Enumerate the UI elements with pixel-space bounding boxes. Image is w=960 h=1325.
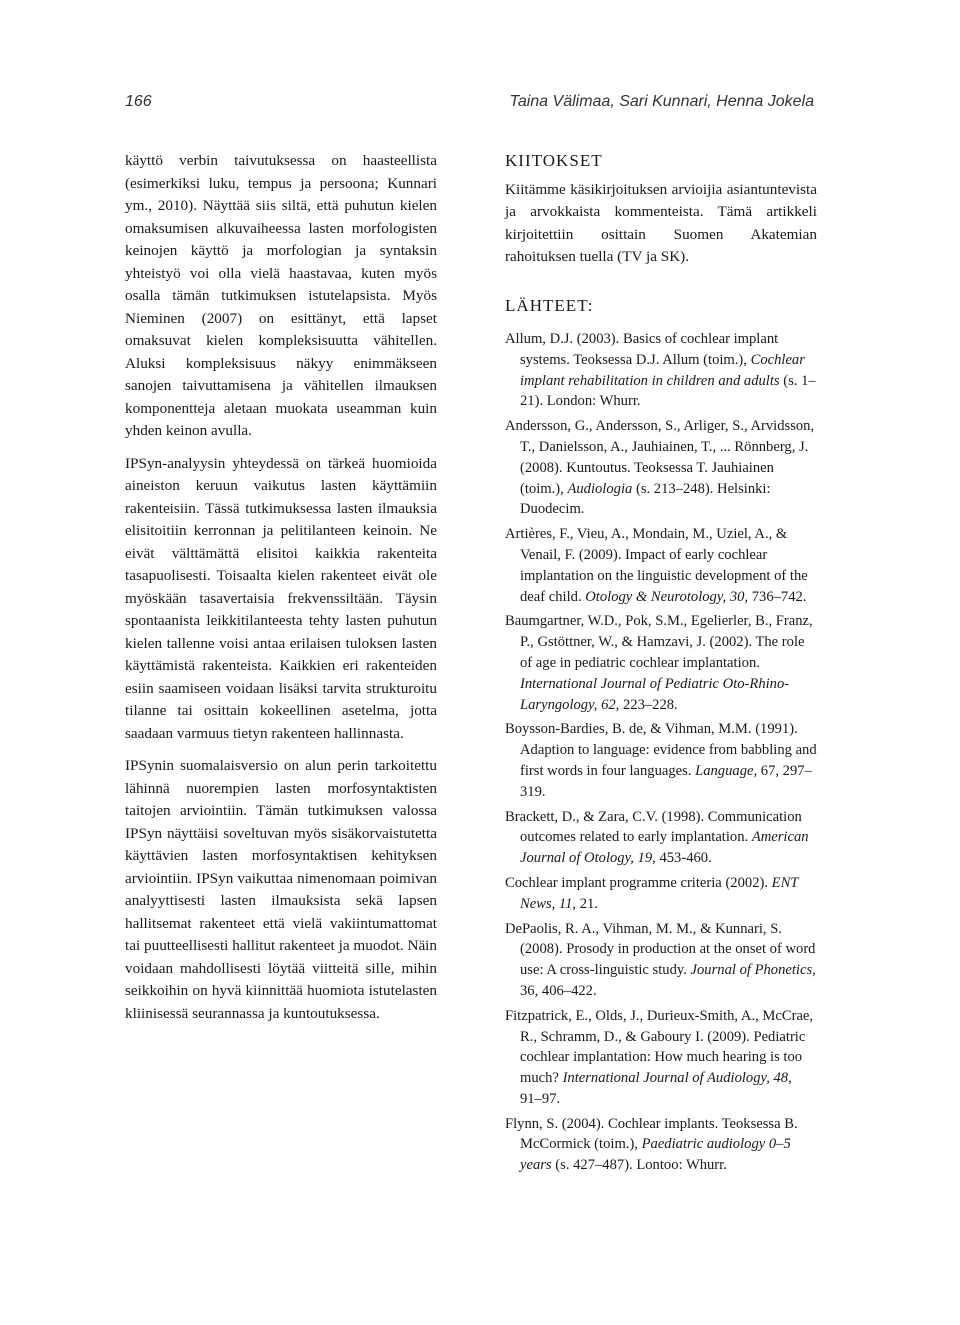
reference-item: DePaolis, R. A., Vihman, M. M., & Kunnari, S. (2008). Prosody in production at the onset of word use: A cross-linguistic study. Journal of Phonetics, 36, 406–422. (505, 920, 816, 999)
body-paragraph: käyttö verbin taivutuksessa on haasteellista (esimerkiksi luku, tempus ja persoona; Kunnari ym., 2010). Näyttää siis siltä, että puhutun kielen omaksumisen alkuvaiheessa lasten morfologisten keinojen käyttö ja morfologian ja syntaksin yhteistyö voi olla vielä haastavaa, kuten myös osalla tämän tutkimuksen istutelapsista. Myös Nieminen (2007) on esittänyt, että lapset omaksuvat kielen kompleksisuutta vähitellen. Aluksi kompleksisuus näkyy enimmäkseen sanojen taivuttamisena ja vähitellen ilmauksen komponentteja aletaan muokata useamman kuin yhden keinon avulla. (125, 152, 437, 439)
reference-item: Fitzpatrick, E., Olds, J., Durieux-Smith, A., McCrae, R., Schramm, D., & Gaboury I. (2009). Pediatric cochlear implantation: How much hearing is too much? International Journal of Audiology, 48, 91–97. (505, 1007, 814, 1107)
body-paragraph: IPSynin suomalaisversio on alun perin tarkoitettu lähinnä nuorempien lasten morfosyntaktisten taitojen arviointiin. Tämän tutkimuksen valossa IPSyn näyttäisi soveltuvan myös sisäkorvaistutetta käyttävien lasten morfosyntaktisen kehityksen arviointiin. IPSyn vaikuttaa nimenomaan poimivan analyyttisesti lasten ilmauksista sekä lapsen hallitsemat rakenteet että vielä vakiintumattomat tai puutteellisesti hallitut rakenteet ja muodot. Näin voidaan mahdollisesti löytää viitteitä sille, mihin seikkoihin on hyvä kiinnittää huomiota istutelasten kliinisessä seurannassa ja kuntoutuksessa. (125, 757, 437, 1022)
reference-list (505, 329, 817, 1176)
reference-item: Cochlear implant programme criteria (2002). ENT News, 11, 21. (505, 874, 799, 912)
references-title: LÄHTEET: (505, 295, 594, 315)
reference-item: Brackett, D., & Zara, C.V. (1998). Communication outcomes related to early implantation. American Journal of Otology, 19, 453-460. (505, 808, 809, 867)
right-column (505, 150, 817, 1180)
reference-item: Baumgartner, W.D., Pok, S.M., Egelierler, B., Franz, P., Gstöttner, W., & Hamzavi, J. (2002). The role of age in pediatric cochlear implantation. International Journal of Pediatric Oto-Rhino-Laryngology, 62, 223–228. (505, 613, 813, 713)
reference-item: Andersson, G., Andersson, S., Arliger, S., Arvidsson, T., Danielsson, A., Jauhiainen, T., ... Rönnberg, J. (2008). Kuntoutus. Teoksessa T. Jauhiainen (toim.), Audiologia (s. 213–248). Helsinki: Duodecim. (505, 418, 815, 518)
reference-item: Flynn, S. (2004). Cochlear implants. Teoksessa B. McCormick (toim.), Paediatric audiology 0–5 years (s. 427–487). Lontoo: Whurr. (505, 1115, 798, 1174)
acknowledgements-text: Kiitämme käsikirjoituksen arvioijia asiantuntevista ja arvokkaista kommenteista. Tämä artikkeli kirjoitettiin osittain Suomen Akatemian rahoituksen tuella (TV ja SK). (505, 180, 817, 265)
running-header-authors: Taina Välimaa, Sari Kunnari, Henna Jokela (509, 93, 814, 110)
body-paragraph: IPSyn-analyysin yhteydessä on tärkeä huomioida aineiston keruun vaikutus lasten käyttämiin rakenteisiin. Tässä tutkimuksessa lasten ilmauksia elisitoitiin kerronnan ja pelitilanteen keinoin. Ne eivät välttämättä elisitoi kaikkia rakenteita tasapuolisesti. Toisaalta kielen rakenteet eivät ole myöskään tasavertaisia frekvenssiltään. Täysin spontaanista leikkitilanteesta tehty lasten puhutun kielen tallenne voisi antaa erilaisen tuloksen lasten käyttämistä rakenteista. Kaikkien eri rakenteiden esiin saamiseen voidaan lisäksi tarvita strukturoitu tilanne tai osittain kokeellinen asetelma, jotta saadaan varmuus tietyn rakenteen hallinnasta. (125, 454, 437, 742)
acknowledgements-title: KIITOKSET (505, 151, 603, 170)
reference-item: Boysson-Bardies, B. de, & Vihman, M.M. (1991). Adaption to language: evidence from babbling and first words in four languages. Language, 67, 297–319. (505, 721, 817, 800)
reference-item: Allum, D.J. (2003). Basics of cochlear implant systems. Teoksessa D.J. Allum (toim.), Cochlear implant rehabilitation in children and adults (s. 1–21). London: Whurr. (505, 331, 816, 410)
reference-item: Artières, F., Vieu, A., Mondain, M., Uziel, A., & Venail, F. (2009). Impact of early cochlear implantation on the linguistic development of the deaf child. Otology & Neurotology, 30, 736–742. (505, 526, 808, 605)
page-number: 166 (125, 93, 152, 110)
left-column (125, 150, 437, 1025)
